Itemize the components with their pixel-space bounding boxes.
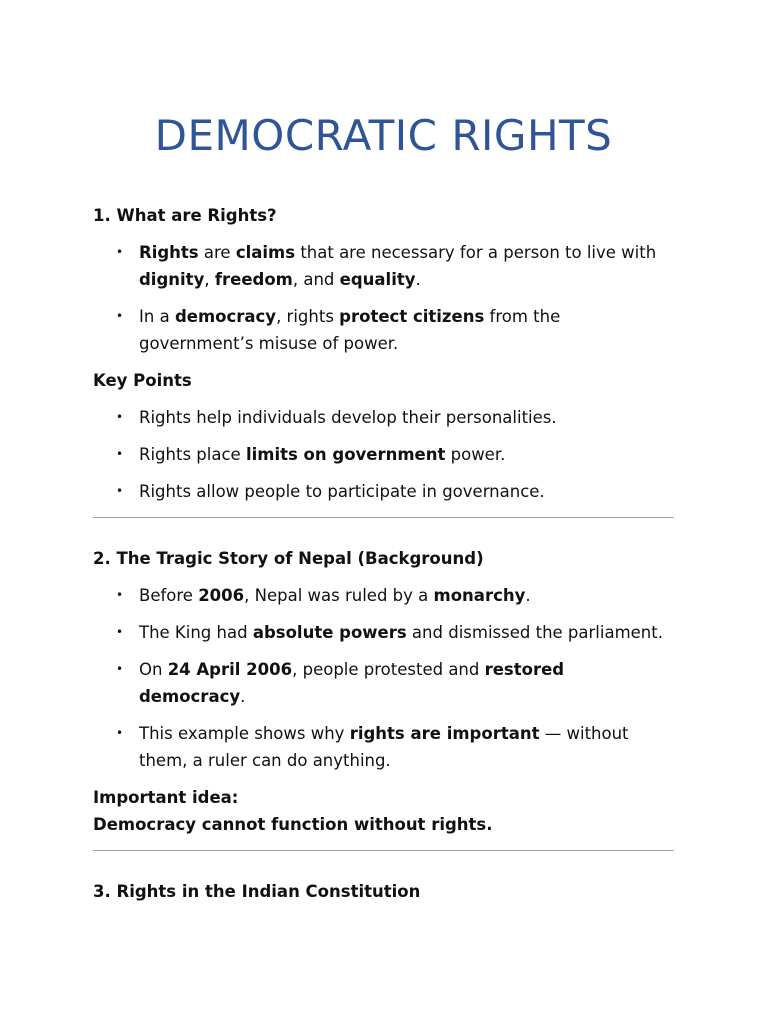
- bold-term: limits on government: [245, 445, 446, 464]
- key-points-list: [93, 404, 674, 505]
- text-run: and dismissed the parliament.: [406, 623, 663, 642]
- page-title: DEMOCRATIC RIGHTS: [154, 111, 613, 160]
- bullet-icon: •: [116, 245, 124, 259]
- text-run: .: [525, 586, 531, 605]
- text-run: Before: [139, 586, 199, 605]
- text-run: In a: [139, 307, 175, 326]
- bold-term: democracy: [174, 307, 277, 326]
- bold-term: Rights: [139, 243, 199, 262]
- bullet-icon: •: [116, 662, 124, 676]
- important-label: Important idea:: [93, 788, 239, 807]
- text-run: , people protested and: [292, 660, 485, 679]
- text-run: .: [415, 270, 421, 289]
- bullet-icon: •: [116, 410, 124, 424]
- bullet-icon: •: [116, 447, 124, 461]
- text-run: , rights: [276, 307, 340, 326]
- text-run: .: [240, 687, 246, 706]
- text-run: This example shows why: [139, 724, 350, 743]
- section-what-are-rights: [93, 202, 674, 505]
- text-run: — without them, a ruler can do anything.: [139, 724, 629, 770]
- bullet-list: [93, 582, 674, 774]
- text-run: that are necessary for a person to live with: [295, 243, 657, 262]
- bold-term: freedom: [214, 270, 293, 289]
- section-heading: 3. Rights in the Indian Constitution: [93, 882, 421, 901]
- key-points-heading: Key Points: [93, 371, 192, 390]
- bold-term: equality: [339, 270, 416, 289]
- section-nepal-story: [93, 545, 674, 838]
- bold-term: dignity: [139, 270, 205, 289]
- text-run: Rights help individuals develop their personalities.: [139, 408, 557, 427]
- list-item: [93, 720, 674, 774]
- important-text: Democracy cannot function without rights.: [93, 815, 493, 834]
- list-item: [93, 619, 674, 646]
- bullet-icon: •: [116, 625, 124, 639]
- text-run: The King had: [139, 623, 253, 642]
- bullet-list: [93, 239, 674, 357]
- list-item: [93, 656, 674, 710]
- bold-term: absolute powers: [252, 623, 407, 642]
- list-item: [93, 239, 674, 293]
- bullet-icon: •: [116, 588, 124, 602]
- section-heading: 1. What are Rights?: [93, 206, 277, 225]
- bold-term: monarchy: [433, 586, 526, 605]
- section-indian-constitution: [93, 878, 674, 905]
- text-run: power.: [445, 445, 506, 464]
- bold-term: rights are important: [349, 724, 540, 743]
- list-item: [93, 582, 674, 609]
- bold-term: 24 April 2006: [167, 660, 293, 679]
- list-item: [93, 404, 674, 431]
- section-divider: [93, 850, 674, 851]
- bullet-icon: •: [116, 484, 124, 498]
- text-run: On: [139, 660, 168, 679]
- text-run: are: [198, 243, 236, 262]
- important-idea-block: [93, 784, 674, 838]
- bold-term: restored democracy: [139, 660, 565, 706]
- text-run: , Nepal was ruled by a: [244, 586, 434, 605]
- bold-term: claims: [235, 243, 296, 262]
- bold-term: protect citizens: [339, 307, 485, 326]
- text-run: from the government’s misuse of power.: [139, 307, 561, 353]
- bullet-icon: •: [116, 309, 124, 323]
- list-item: [93, 478, 674, 505]
- text-run: ,: [204, 270, 215, 289]
- bullet-icon: •: [116, 726, 124, 740]
- list-item: [93, 303, 674, 357]
- bold-term: 2006: [198, 586, 245, 605]
- list-item: [93, 441, 674, 468]
- text-run: Rights place: [139, 445, 246, 464]
- section-divider: [93, 517, 674, 518]
- section-heading: 2. The Tragic Story of Nepal (Background): [93, 549, 484, 568]
- text-run: , and: [292, 270, 340, 289]
- text-run: Rights allow people to participate in governance.: [139, 482, 545, 501]
